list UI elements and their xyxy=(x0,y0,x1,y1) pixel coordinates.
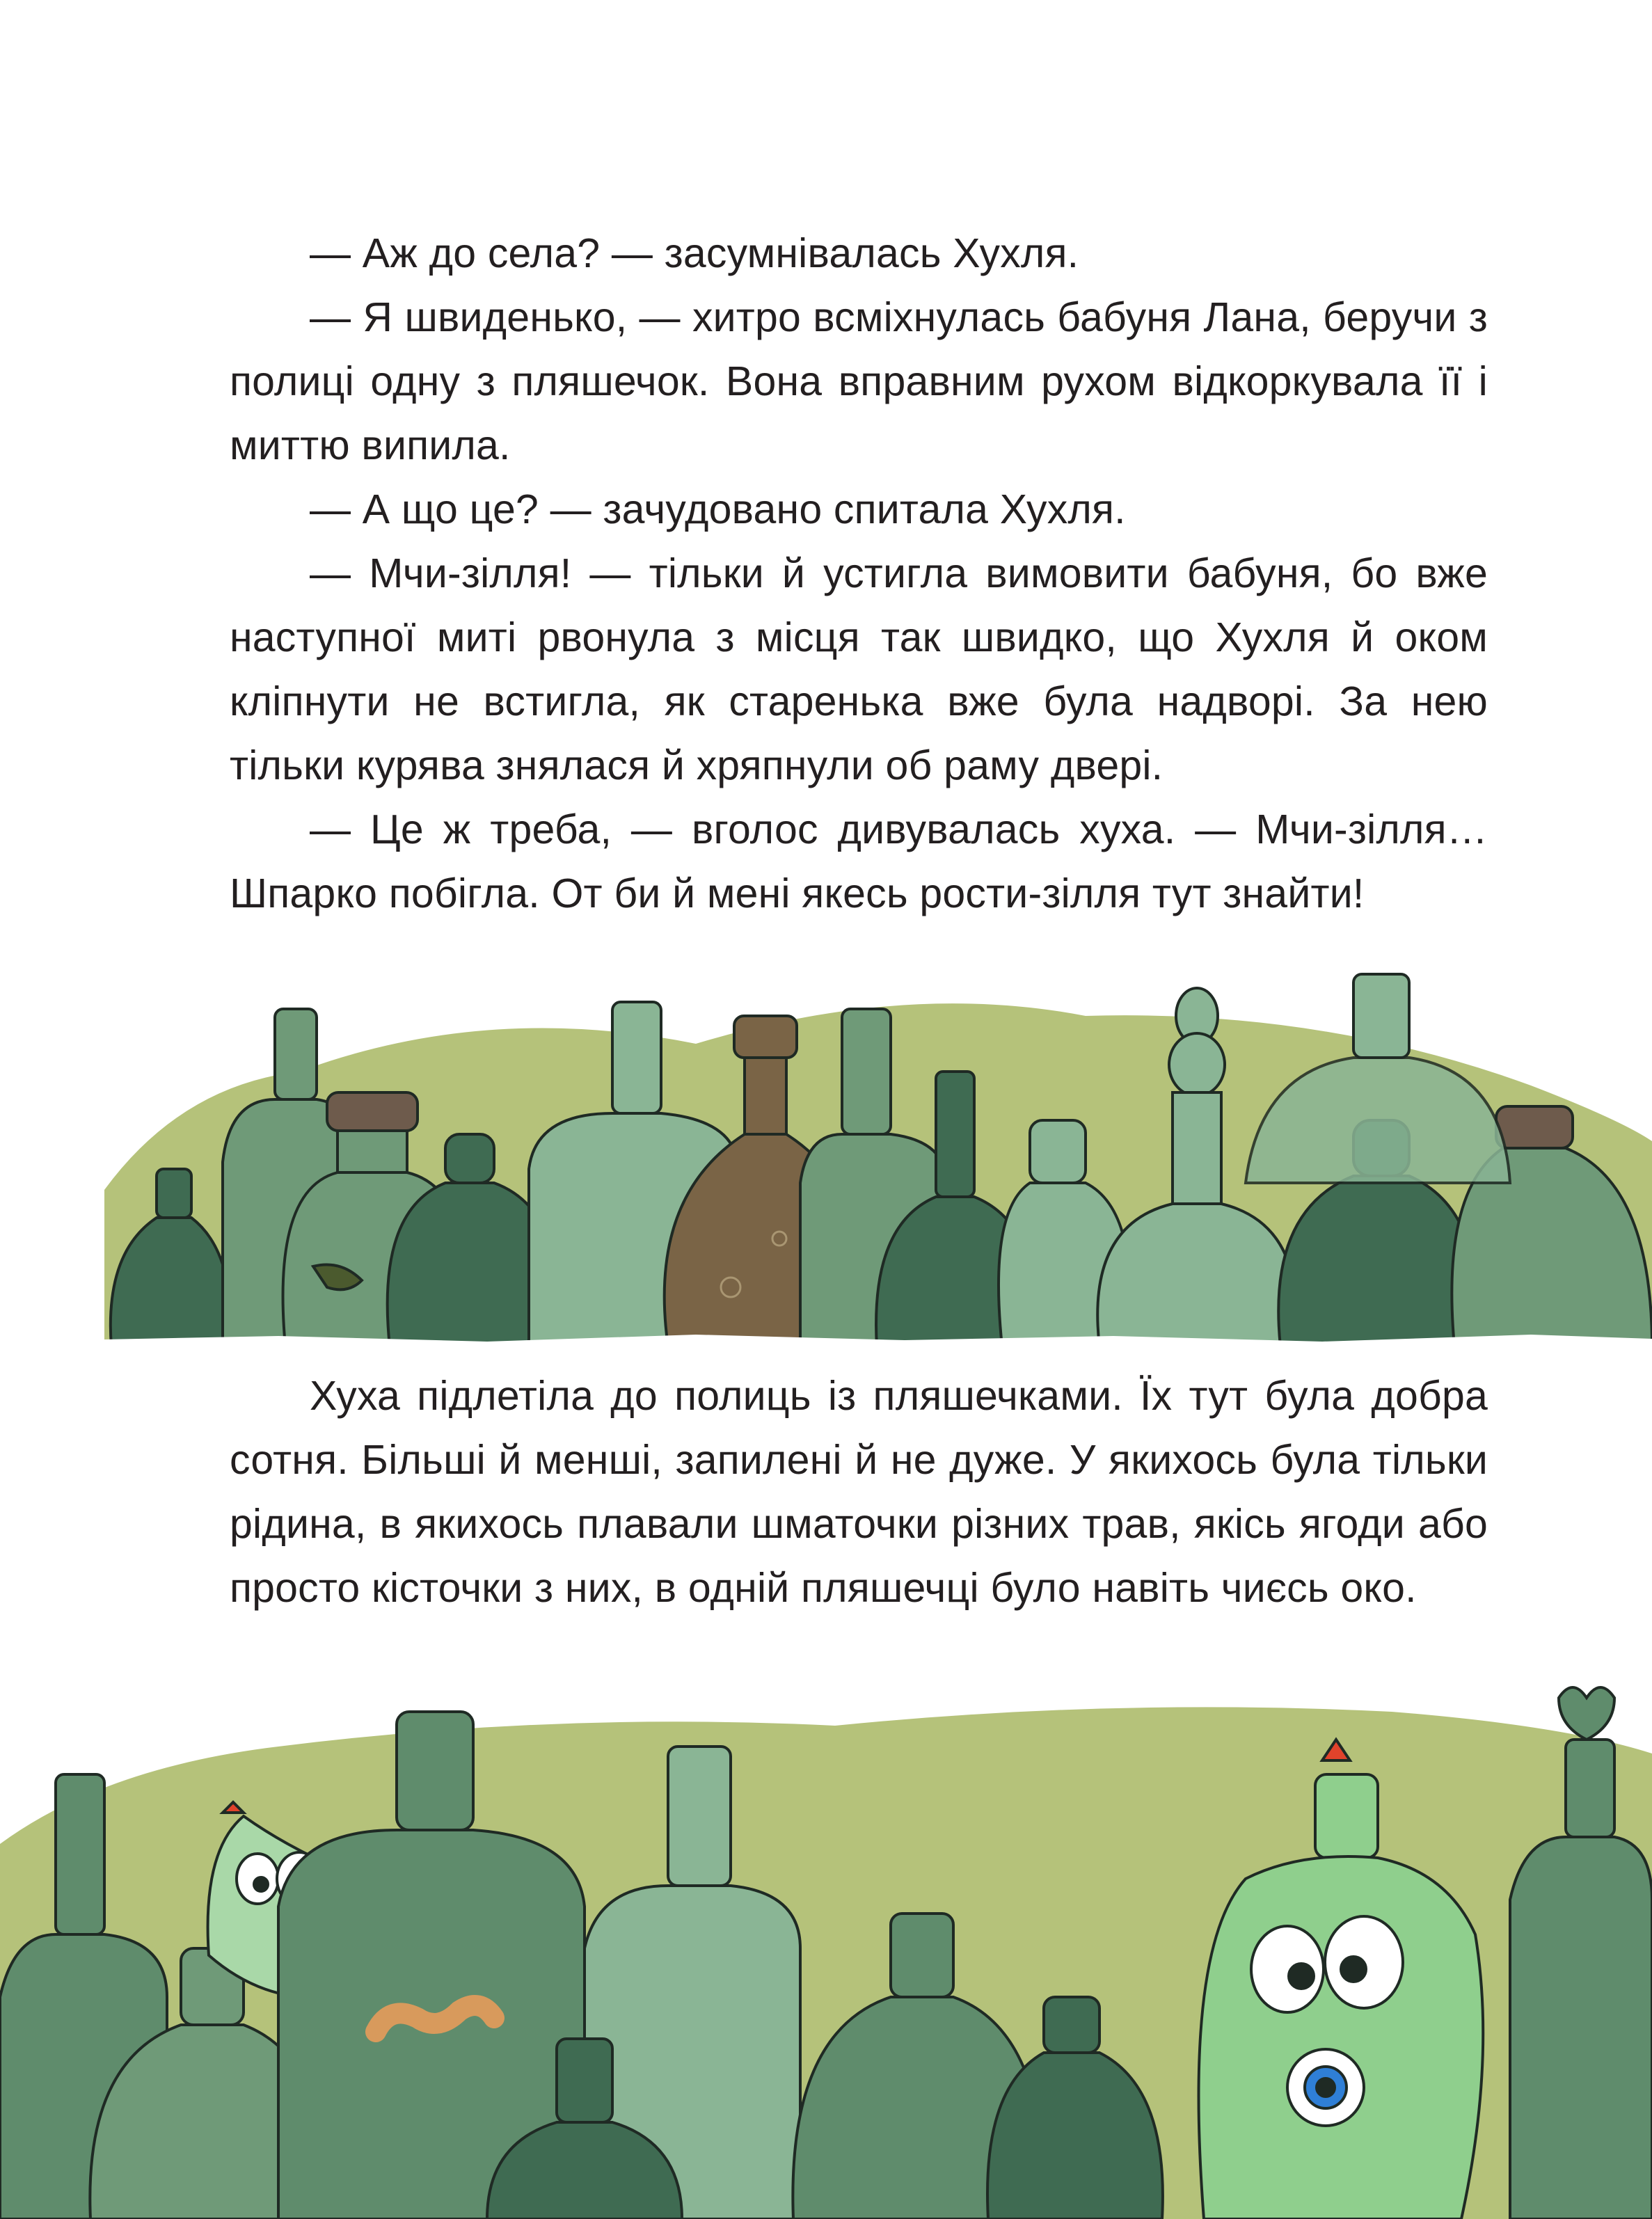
bottles-creatures-illustration xyxy=(0,1670,1652,2219)
paragraph: — Аж до села? — засумнівалась Хухля. xyxy=(310,230,1079,276)
paragraph: — А що це? — зачудовано спитала Хухля. xyxy=(310,486,1126,532)
story-text-top xyxy=(230,221,1488,925)
bottles-illustration-top xyxy=(0,960,1652,1350)
bottles-creatures-icon xyxy=(0,1670,1652,2219)
paragraph: — Я швиденько, — хитро всміхнулась бабуня Лана, беручи з полиці одну з пляшечок. Вона вправним рухом відкоркувала її і миттю випила. xyxy=(230,294,1488,468)
story-text-bottom xyxy=(230,1364,1488,1620)
paragraph: — Це ж треба, — вголос дивувалась хуха. — Мчи-зілля… Шпарко побігла. От би й мені якесь рости-зілля тут знайти! xyxy=(230,806,1488,916)
paragraph: Хуха підлетіла до полиць із пляшечками. Їх тут була добра сотня. Більші й менші, запилені й не дуже. У якихось була тільки рідина, в якихось плавали шматочки різних трав, якісь ягоди або просто кісточки з них, в одній пляшечці було навіть чиєсь око. xyxy=(230,1373,1488,1611)
bottles-icon xyxy=(0,960,1652,1350)
paragraph: — Мчи-зілля! — тільки й устигла вимовити бабуня, бо вже наступної миті рвонула з місця так швидко, що Хухля й оком кліпнути не встигла, як старенька вже була надворі. За нею тільки курява знялася й хряпнули об раму двері. xyxy=(230,550,1488,788)
